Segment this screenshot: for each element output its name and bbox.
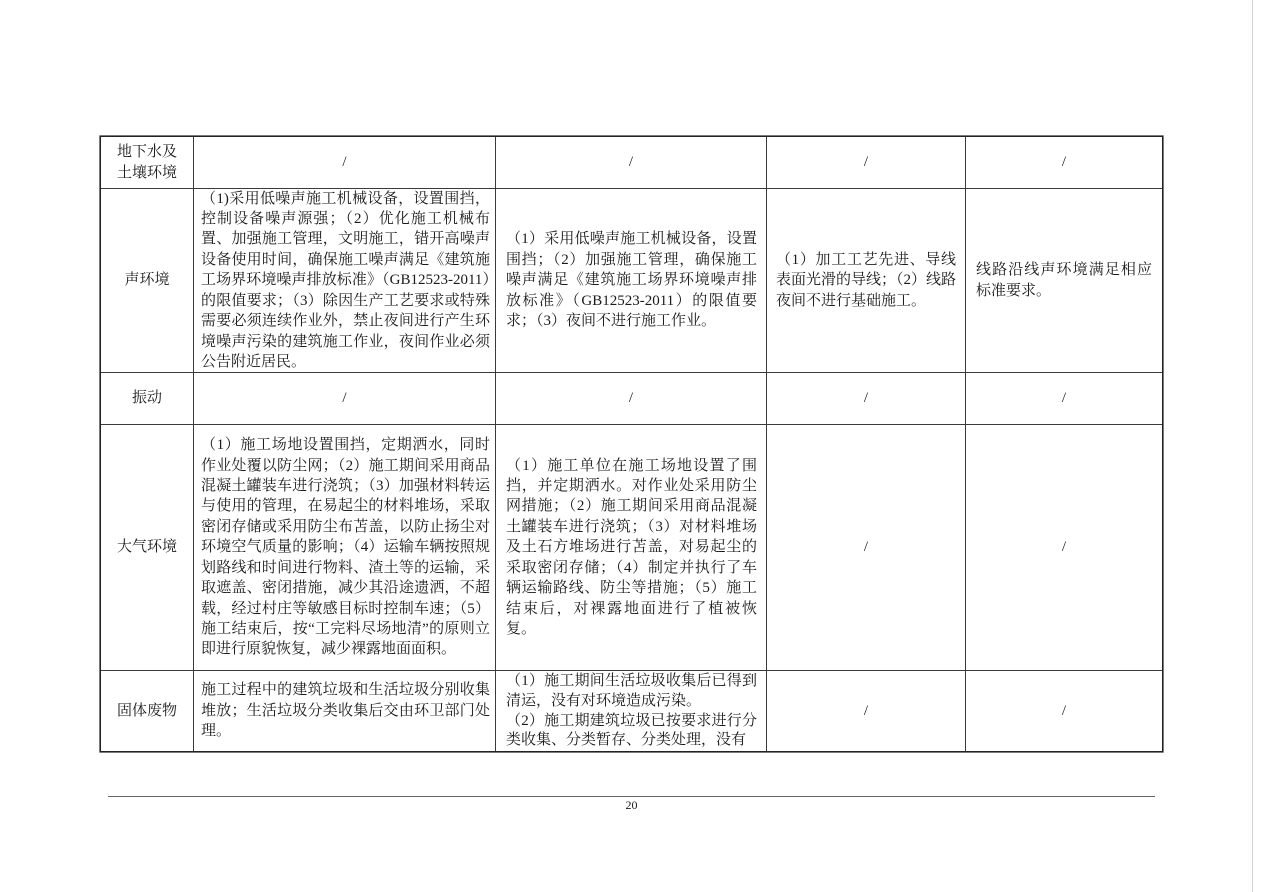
table-cell: [966, 373, 1162, 425]
cell-text: （1)采用低噪声施工机械设备，设置围挡，控制设备噪声源强；（2）优化施工机械布置、加强施工管理，文明施工，错开高噪声设备使用时间，确保施工噪声满足《建筑施工场界环境噪声排放标准》（GB12523-2011）的限值要求；（3）除因生产工艺要求或特殊需要必须连续作业外，禁止夜间进行产生环境噪声污染的建筑施工作业，夜间作业必须公告附近居民。: [201, 190, 490, 370]
measures-table: [100, 136, 1163, 752]
table-cell: [966, 137, 1162, 189]
cell-text: /: [1061, 154, 1067, 171]
table-cell: [767, 671, 966, 751]
table-cell: [966, 425, 1162, 671]
table-cell: [767, 137, 966, 189]
row-label: [101, 189, 194, 373]
cell-text: /: [1061, 539, 1067, 556]
table-cell: [966, 189, 1162, 373]
table-cell: [194, 373, 496, 425]
table-cell: [966, 671, 1162, 751]
cell-text: /: [1061, 702, 1067, 719]
table-cell: [767, 189, 966, 373]
table-cell: [194, 189, 496, 373]
row-label-text: 振动: [131, 390, 162, 407]
cell-text: 线路沿线声环境满足相应标准要求。: [976, 262, 1152, 299]
cell-text: /: [628, 154, 634, 171]
page-edge: [1252, 0, 1253, 892]
cell-text: （1）施工期间生活垃圾收集后已得到清运，没有对环境造成污染。 （2）施工期建筑垃圾已按要求进行分类收集、分类暂存、分类处理，没有: [506, 673, 757, 749]
cell-text: /: [863, 539, 869, 556]
row-label: [101, 137, 194, 189]
table-cell: [496, 671, 767, 751]
table-cell: [496, 137, 767, 189]
footer-rule: [108, 796, 1155, 797]
table-cell: [194, 671, 496, 751]
cell-text: /: [342, 390, 347, 407]
cell-text: /: [342, 154, 347, 171]
row-label: [101, 671, 194, 751]
cell-text: /: [628, 390, 634, 407]
cell-text: /: [863, 702, 869, 719]
table-cell: [194, 137, 496, 189]
row-label-text: 声环境: [124, 272, 170, 289]
table-cell: [767, 373, 966, 425]
cell-text: （1）加工工艺先进、导线表面光滑的导线；（2）线路夜间不进行基础施工。: [776, 251, 957, 309]
cell-text: 施工过程中的建筑垃圾和生活垃圾分别收集堆放；生活垃圾分类收集后交由环卫部门处理。: [201, 682, 490, 740]
cell-text: （1）采用低噪声施工机械设备，设置围挡；（2）加强施工管理，确保施工噪声满足《建筑施工场界环境噪声排放标准》（GB12523-2011）的限值要求；（3）夜间不进行施工作业。: [506, 231, 757, 330]
row-label: [101, 373, 194, 425]
cell-text: /: [1061, 390, 1067, 407]
cell-text: /: [863, 154, 869, 171]
table-cell: [767, 425, 966, 671]
cell-text: /: [863, 390, 869, 407]
cell-text: （1）施工场地设置围挡，定期洒水，同时作业处覆以防尘网；（2）施工期间采用商品混凝土罐装车进行浇筑；（3）加强材料转运与使用的管理，在易起尘的材料堆场，采取密闭存储或采用防尘布苫盖，以防止扬尘对环境空气质量的影响；（4）运输车辆按照规划路线和时间进行物料、渣土等的运输，采取遮盖、密闭措施，减少其沿途遗洒，不超载，经过村庄等敏感目标时控制车速；（5）施工结束后，按“工完料尽场地清”的原则立即进行原貌恢复，减少裸露地面面积。: [201, 437, 490, 658]
table-cell: [496, 189, 767, 373]
row-label: [101, 425, 194, 671]
page-number: 20: [625, 798, 638, 812]
cell-text: （1）施工单位在施工场地设置了围挡，并定期洒水。对作业处采用防尘网措施；（2）施工期间采用商品混凝土罐装车进行浇筑；（3）对材料堆场及土石方堆场进行苫盖，对易起尘的采取密闭存储；（4）制定并执行了车辆运输路线、防尘等措施；（5）施工结束后，对裸露地面进行了植被恢复。: [506, 457, 757, 637]
row-label-text: 地下水及土壤环境: [116, 144, 177, 181]
row-label-text: 固体废物: [116, 702, 177, 719]
table-cell: [496, 373, 767, 425]
table-cell: [194, 425, 496, 671]
row-label-text: 大气环境: [116, 539, 177, 556]
table-cell: [496, 425, 767, 671]
